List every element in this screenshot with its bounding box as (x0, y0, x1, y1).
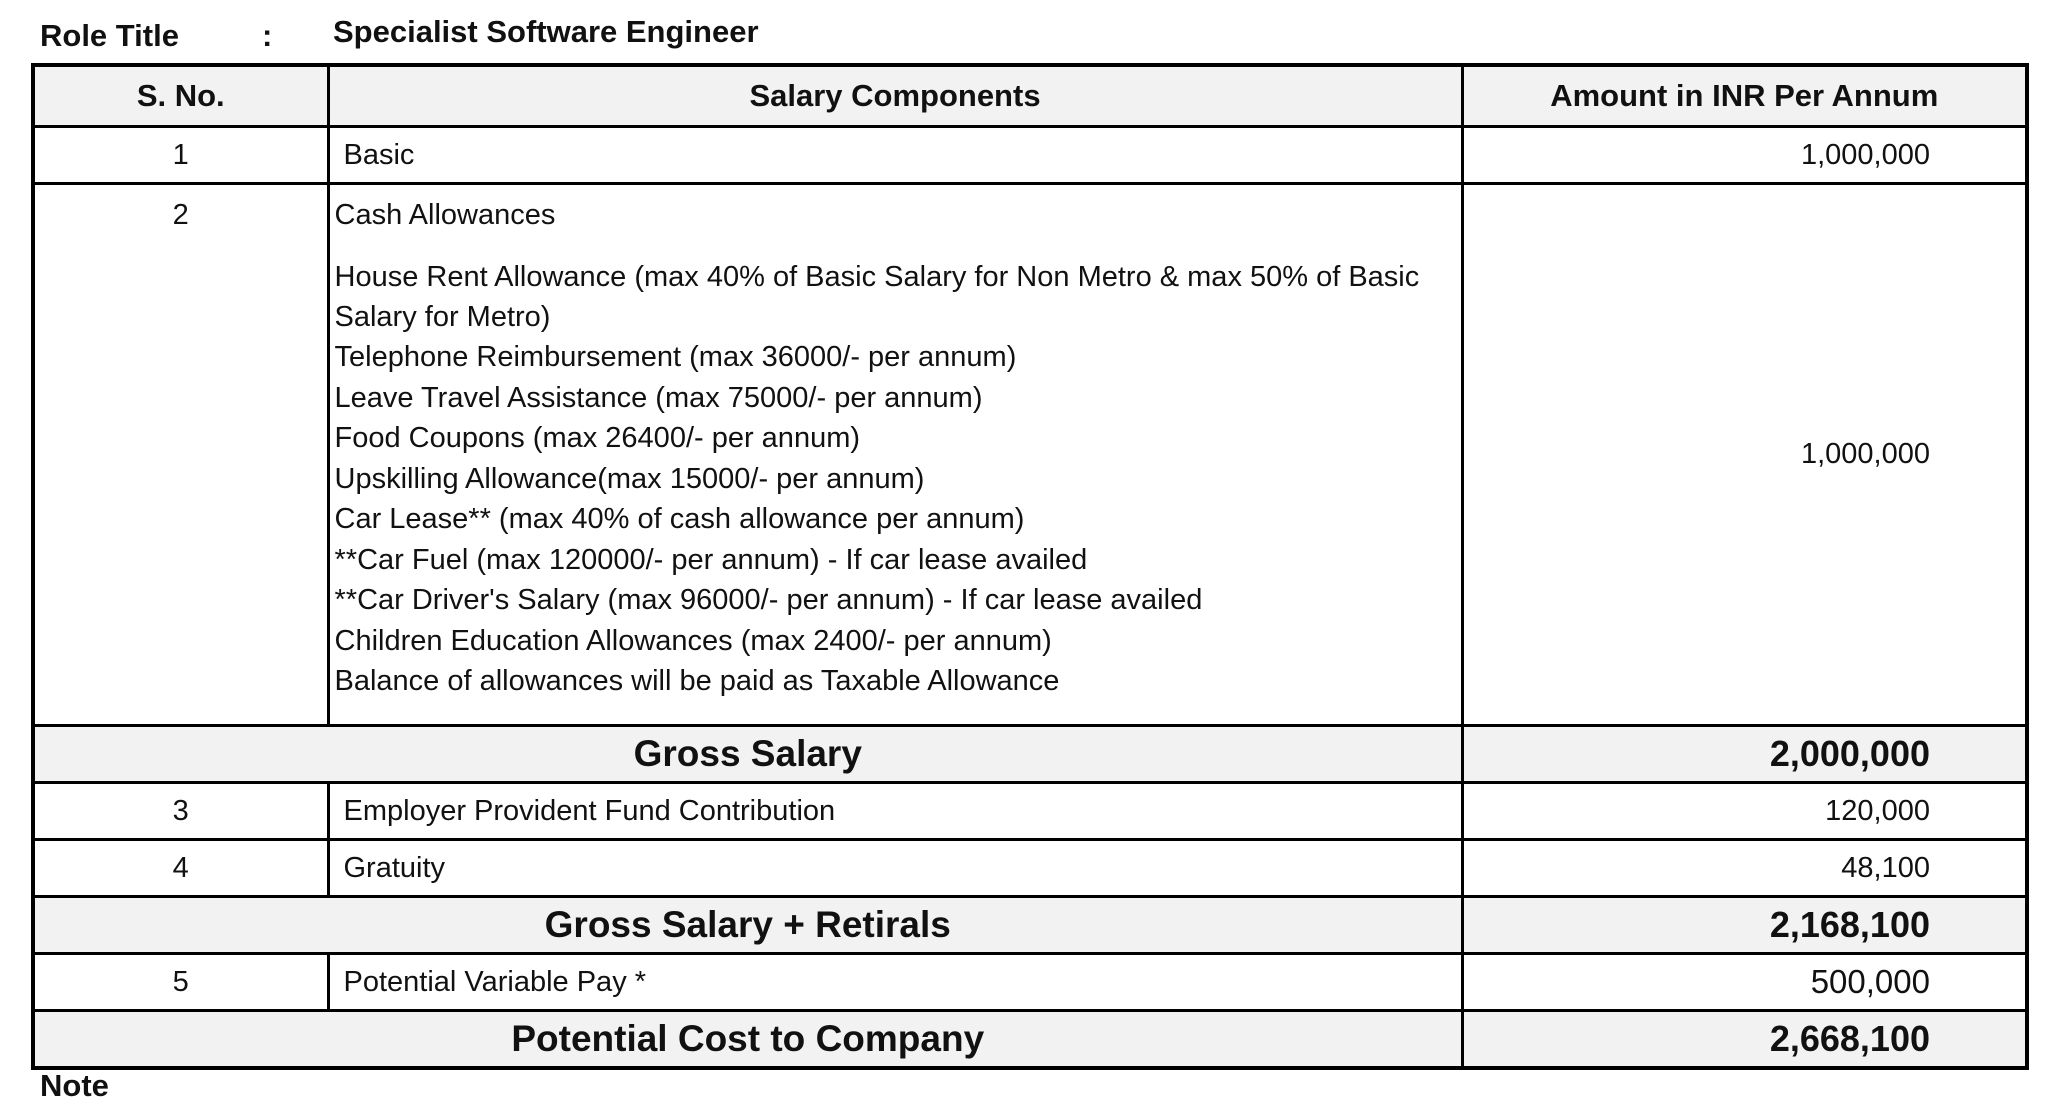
potential-ctc-row (33, 1011, 2027, 1069)
allowance-item: Balance of allowances will be paid as Taxable Allowance (334, 665, 1060, 697)
gross-plus-retirals-label: Gross Salary + Retirals (33, 897, 1462, 954)
header-sno: S. No. (33, 65, 328, 127)
allowance-item: Leave Travel Assistance (max 75000/- per annum) (334, 381, 983, 414)
role-title-label: Role Title (40, 18, 179, 53)
cash-allowances-title: Cash Allowances (334, 199, 556, 231)
role-title-colon: : (262, 18, 273, 53)
allowance-item: **Car Fuel (max 120000/- per annum) - If car lease availed (334, 543, 1088, 576)
role-title-line (40, 14, 1640, 54)
row-amount: 1,000,000 (1462, 127, 2027, 184)
row-component: Potential Variable Pay * (328, 954, 1462, 1011)
allowance-item: Children Education Allowances (max 2400/- per annum) (334, 624, 1052, 657)
gross-plus-retirals-row (33, 897, 2027, 954)
row-amount: 48,100 (1462, 840, 2027, 897)
allowance-item: **Car Driver's Salary (max 96000/- per annum) - If car lease availed (334, 584, 1203, 616)
allowance-item: Telephone Reimbursement (max 36000/- per annum) (334, 341, 1017, 373)
gross-salary-label: Gross Salary (33, 726, 1462, 783)
row-component: Basic (328, 127, 1462, 184)
table-row (33, 127, 2027, 184)
table-header-row (33, 65, 2027, 127)
row-amount: 120,000 (1462, 783, 2027, 840)
row-component: Employer Provident Fund Contribution (328, 783, 1462, 840)
gross-salary-amount: 2,000,000 (1462, 726, 2027, 783)
row-sno: 5 (33, 954, 328, 1011)
note-heading: Note (40, 1068, 109, 1103)
table-row (33, 184, 2027, 726)
row-amount: 1,000,000 (1462, 184, 2027, 726)
allowance-list (335, 257, 1461, 702)
allowance-item: Food Coupons (max 26400/- per annum) (334, 422, 861, 454)
table-row (33, 783, 2027, 840)
row-amount: 500,000 (1462, 954, 2027, 1011)
header-amount: Amount in INR Per Annum (1462, 65, 2027, 127)
row-component: Gratuity (328, 840, 1462, 897)
header-salary-components: Salary Components (328, 65, 1462, 127)
allowance-item: Upskilling Allowance(max 15000/- per annum) (334, 462, 925, 495)
salary-table (31, 63, 2029, 1070)
row-sno: 1 (33, 127, 328, 184)
gross-salary-row (33, 726, 2027, 783)
role-title-value: Specialist Software Engineer (333, 14, 759, 49)
row-sno: 2 (33, 184, 328, 726)
table-row (33, 954, 2027, 1011)
row-sno: 3 (33, 783, 328, 840)
cash-allowances-cell (328, 184, 1462, 726)
table-row (33, 840, 2027, 897)
allowance-item: House Rent Allowance (max 40% of Basic Salary for Non Metro & max 50% of Basic Salary for Metro) (334, 261, 1420, 333)
allowance-item: Car Lease** (max 40% of cash allowance per annum) (334, 503, 1025, 535)
potential-ctc-label: Potential Cost to Company (33, 1011, 1462, 1069)
row-sno: 4 (33, 840, 328, 897)
gross-plus-retirals-amount: 2,168,100 (1462, 897, 2027, 954)
potential-ctc-amount: 2,668,100 (1462, 1011, 2027, 1069)
